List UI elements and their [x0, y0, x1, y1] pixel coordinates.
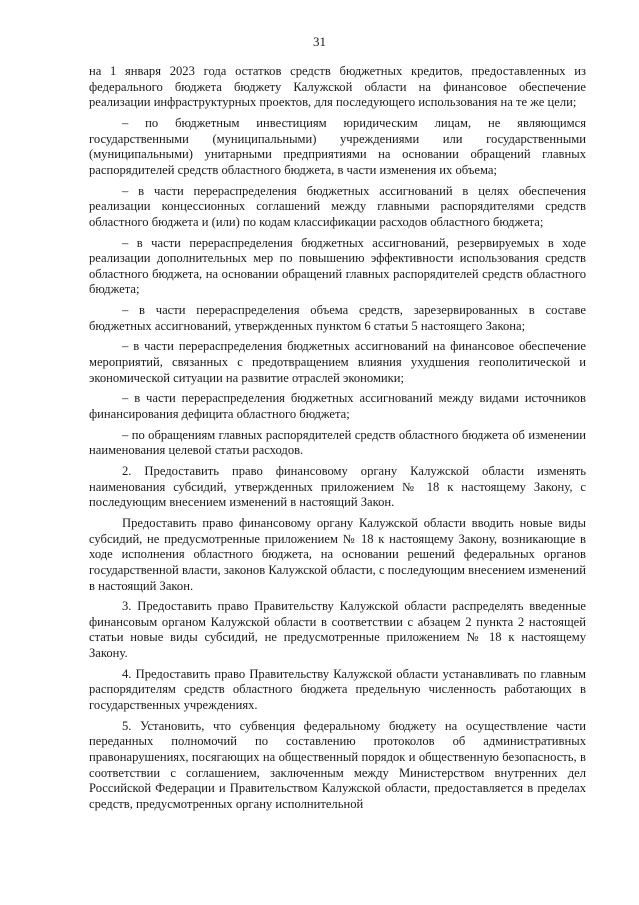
- paragraph-target-article-names: – по обращениям главных распорядителей средств областного бюджета об изменении наименования целевой статьи расходов.: [89, 427, 586, 458]
- paragraph-efficiency-measures: – в части перераспределения бюджетных ассигнований, резервируемых в ходе реализации дополнительных мер по повышению эффективности использования средств областного бюджета, на основании обращений главных распорядителей средств областного бюджета;: [89, 235, 586, 297]
- paragraph-continuation: на 1 января 2023 года остатков средств бюджетных кредитов, предоставленных из федерального бюджета бюджету Калужской области на финансовое обеспечение реализации инфраструктурных проектов, для последующего использования на те же цели;: [89, 64, 586, 110]
- paragraph-item-5: 5. Установить, что субвенция федеральному бюджету на осуществление части переданных полномочий по составлению протоколов об административных правонарушениях, посягающих на общественный порядок и общественную безопасность, в соответствии с соглашением, заключенным между Министерством внутренних дел Российской Федерации и Правительством Калужской области, предоставляется в пределах средств, предусмотренных органу исполнительной: [89, 718, 586, 811]
- paragraph-budget-investments: – по бюджетным инвестициям юридическим лицам, не являющимся государственными (муниципальными) учреждениями или государственными (муниципальными) унитарными предприятиями на основании обращений главных распорядителей средств областного бюджета, в части изменения их объема;: [89, 115, 586, 177]
- document-body: [89, 64, 586, 818]
- paragraph-concession-agreements: – в части перераспределения бюджетных ассигнований в целях обеспечения реализации концессионных соглашений между главными распорядителями средств областного бюджета и (или) по кодам классификации расходов областного бюджета;: [89, 183, 586, 229]
- paragraph-geopolitical-situation: – в части перераспределения бюджетных ассигнований на финансовое обеспечение мероприятий, связанных с предотвращением влияния ухудшения геополитической и экономической ситуации на развитие отраслей экономики;: [89, 339, 586, 385]
- paragraph-item-3: 3. Предоставить право Правительству Калужской области распределять введенные финансовым органом Калужской области в соответствии с абзацем 2 пункта 2 настоящей статьи новые виды субсидий, не предусмотренные приложением № 18 к настоящему Закону.: [89, 599, 586, 661]
- page-number: 31: [313, 34, 326, 49]
- paragraph-item-4: 4. Предоставить право Правительству Калужской области устанавливать по главным распорядителям средств областного бюджета предельную численность работающих в государственных учреждениях.: [89, 666, 586, 713]
- paragraph-item-2: 2. Предоставить право финансовому органу Калужской области изменять наименования субсидий, утвержденных приложением № 18 к настоящему Закону, с последующим внесением изменений в настоящий Закон.: [89, 464, 586, 510]
- paragraph-reserved-funds: – в части перераспределения объема средств, зарезервированных в составе бюджетных ассигнований, утвержденных пунктом 6 статьи 5 настоящего Закона;: [89, 303, 586, 333]
- paragraph-deficit-sources: – в части перераспределения бюджетных ассигнований между видами источников финансирования дефицита областного бюджета;: [89, 391, 586, 421]
- paragraph-item-2-new-subsidies: Предоставить право финансовому органу Калужской области вводить новые виды субсидий, не предусмотренные приложением № 18 к настоящему Закону, возникающие в ходе исполнения областного бюджета, на основании решений федеральных органов государственной власти, законов Калужской области, с последующим внесением изменений в настоящий Закон.: [89, 516, 586, 593]
